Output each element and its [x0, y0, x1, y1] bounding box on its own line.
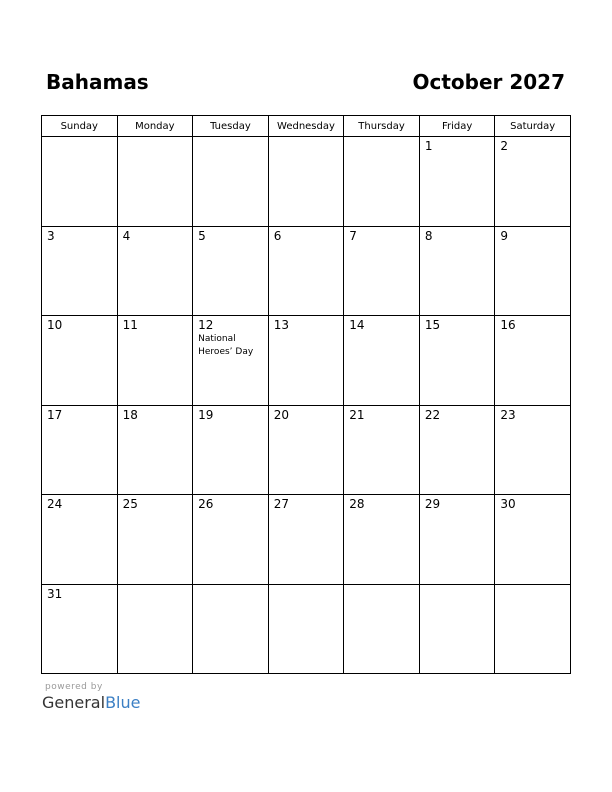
day-cell — [193, 495, 269, 585]
day-cell — [42, 316, 118, 406]
day-cell — [344, 495, 420, 585]
day-cell — [495, 226, 571, 316]
weekday-saturday: Saturday — [495, 116, 571, 137]
day-cell — [117, 316, 193, 406]
day-cell — [495, 495, 571, 585]
day-number: 8 — [424, 228, 433, 243]
empty-day-cell — [193, 584, 269, 674]
day-cell — [117, 495, 193, 585]
day-number: 10 — [47, 318, 63, 332]
generalblue-logo[interactable] — [42, 693, 140, 712]
powered-by-label: powered by — [45, 682, 103, 692]
day-cell — [193, 405, 269, 495]
day-cell — [268, 405, 344, 495]
day-cell — [268, 316, 344, 406]
day-cell — [419, 226, 495, 316]
day-cell — [117, 405, 193, 495]
day-cell — [268, 495, 344, 585]
day-number: 21 — [349, 407, 365, 422]
weekday-thursday: Thursday — [344, 116, 420, 137]
weekday-monday: Monday — [117, 116, 193, 137]
week-row — [42, 584, 571, 674]
day-number: 23 — [500, 407, 516, 422]
day-cell — [42, 405, 118, 495]
empty-day-cell — [193, 137, 269, 227]
day-number: 14 — [349, 318, 365, 332]
holiday-label: National Heroes’ Day — [198, 334, 254, 357]
empty-day-cell — [268, 137, 344, 227]
day-number: 12 — [198, 318, 214, 332]
day-number: 5 — [198, 228, 206, 243]
day-number: 29 — [424, 497, 441, 511]
day-number: 19 — [198, 407, 214, 422]
calendar-grid — [41, 115, 571, 674]
day-cell — [42, 495, 118, 585]
day-cell — [495, 316, 571, 406]
day-number: 2 — [500, 139, 509, 153]
weekday-header-row — [42, 116, 571, 137]
day-cell — [268, 226, 344, 316]
empty-day-cell — [495, 584, 571, 674]
day-cell — [344, 405, 420, 495]
week-row — [42, 495, 571, 585]
day-number: 30 — [500, 497, 516, 511]
day-number: 22 — [424, 407, 441, 422]
empty-day-cell — [344, 584, 420, 674]
week-row — [42, 226, 571, 316]
weekday-tuesday: Tuesday — [193, 116, 269, 137]
day-cell — [419, 137, 495, 227]
day-cell — [495, 405, 571, 495]
weekday-wednesday: Wednesday — [268, 116, 344, 137]
day-cell — [344, 226, 420, 316]
day-number: 6 — [273, 228, 282, 243]
day-number: 7 — [349, 228, 357, 243]
day-number: 11 — [122, 318, 138, 332]
day-cell — [117, 226, 193, 316]
day-number: 17 — [47, 407, 63, 422]
month-year-title: October 2027 — [412, 70, 565, 94]
day-number: 3 — [47, 228, 55, 243]
day-number: 13 — [273, 318, 289, 332]
weekday-sunday: Sunday — [42, 116, 118, 137]
day-number: 15 — [424, 318, 441, 332]
day-cell — [42, 226, 118, 316]
day-number: 9 — [500, 228, 509, 243]
day-number: 16 — [500, 318, 516, 332]
day-number: 26 — [198, 497, 214, 511]
day-number: 24 — [47, 497, 63, 511]
weekday-friday: Friday — [419, 116, 495, 137]
day-number: 4 — [122, 228, 131, 243]
empty-day-cell — [117, 584, 193, 674]
empty-day-cell — [419, 584, 495, 674]
country-title: Bahamas — [46, 70, 149, 94]
day-cell — [419, 495, 495, 585]
day-cell — [42, 584, 118, 674]
day-cell — [193, 226, 269, 316]
day-cell — [419, 405, 495, 495]
day-number: 25 — [122, 497, 138, 511]
day-cell — [419, 316, 495, 406]
empty-day-cell — [42, 137, 118, 227]
day-cell — [495, 137, 571, 227]
empty-day-cell — [268, 584, 344, 674]
day-number: 1 — [424, 139, 433, 153]
day-number: 27 — [273, 497, 289, 511]
empty-day-cell — [344, 137, 420, 227]
day-number: 18 — [122, 407, 138, 422]
brand-general-text: General — [42, 693, 106, 712]
week-row — [42, 405, 571, 495]
day-number: 31 — [47, 586, 63, 601]
day-cell — [344, 316, 420, 406]
day-cell — [193, 316, 269, 406]
brand-blue-text: Blue — [105, 693, 141, 712]
week-row — [42, 316, 571, 406]
day-number: 20 — [273, 407, 289, 422]
week-row — [42, 137, 571, 227]
day-number: 28 — [349, 497, 365, 511]
empty-day-cell — [117, 137, 193, 227]
